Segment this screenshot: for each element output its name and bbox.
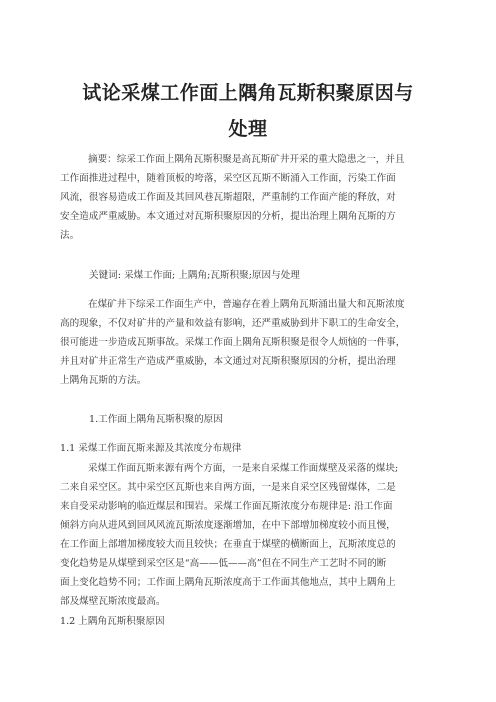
title-line-2: 处理 [228,118,268,140]
body-line: 在工作面上部增加梯度较大而且较快；在垂直于煤壁的横断面上，瓦斯浓度总的 [60,539,396,550]
body-line: 二来自采空区。其中采空区瓦斯也来自两方面，一是来自采空区残留煤体，二是 [60,482,396,493]
intro-line: 并且对矿井正常生产造成严重威胁，本文通过对瓦斯积聚原因的分析，提出治理 [60,356,396,367]
abstract-line: 摘要：综采工作面上隅角瓦斯积聚是高瓦斯矿井开采的重大隐患之一，并且 [88,154,405,165]
section-heading-1-1: 1.1 采煤工作面瓦斯来源及其浓度分布规律 [60,443,242,454]
body-paragraph [60,459,440,611]
body-line: 变化趋势是从煤壁到采空区是“高——低——高”但在不同生产工艺时不同的断 [60,558,387,569]
intro-line: 在煤矿井下综采工作面生产中，普遍存在着上隅角瓦斯涌出量大和瓦斯浓度 [88,299,405,310]
section-heading-1: 1.工作面上隅角瓦斯积聚的原因 [89,414,223,425]
section-heading-1-2: 1.2 上隅角瓦斯积聚原因 [60,616,165,627]
keywords: 关键词: 采煤工作面; 上隅角;瓦斯积聚;原因与处理 [89,270,300,281]
intro-paragraph [60,295,440,390]
body-line: 倾斜方向从进风到回风风流瓦斯浓度逐渐增加，在中下部增加梯度较小而且慢， [60,520,396,531]
intro-line: 上隅角瓦斯的方法。 [60,375,147,386]
abstract-paragraph [60,150,440,245]
abstract-line: 法。 [60,230,80,241]
body-line: 部及煤壁瓦斯浓度最高。 [60,596,166,607]
body-line: 面上变化趋势不同；工作面上隅角瓦斯浓度高于工作面其他地点，其中上隅角上 [60,577,396,588]
title-line-1: 试论采煤工作面上隅角瓦斯积聚原因与 [82,82,414,104]
abstract-line: 风流，很容易造成工作面及其回风巷瓦斯超限，严重制约工作面产能的释放，对 [60,192,396,203]
intro-line: 很可能进一步造成瓦斯事故。采煤工作面上隅角瓦斯积聚是很令人烦恼的一件事， [60,337,406,348]
body-line: 来自受采动影响的临近煤层和围岩。采煤工作面瓦斯浓度分布规律是: 沿工作面 [60,501,393,512]
intro-line: 高的现象，不仅对矿井的产量和效益有影响，还严重威胁到井下职工的生命安全， [60,318,406,329]
body-line: 采煤工作面瓦斯来源有两个方面，一是来自采煤工作面煤壁及采落的煤块; [88,463,399,474]
abstract-line: 工作面推进过程中，随着顶板的垮落，采空区瓦斯不断涌入工作面，污染工作面 [60,173,396,184]
abstract-line: 安全造成严重威胁。本文通过对瓦斯积聚原因的分析，提出治理上隅角瓦斯的方 [60,211,396,222]
